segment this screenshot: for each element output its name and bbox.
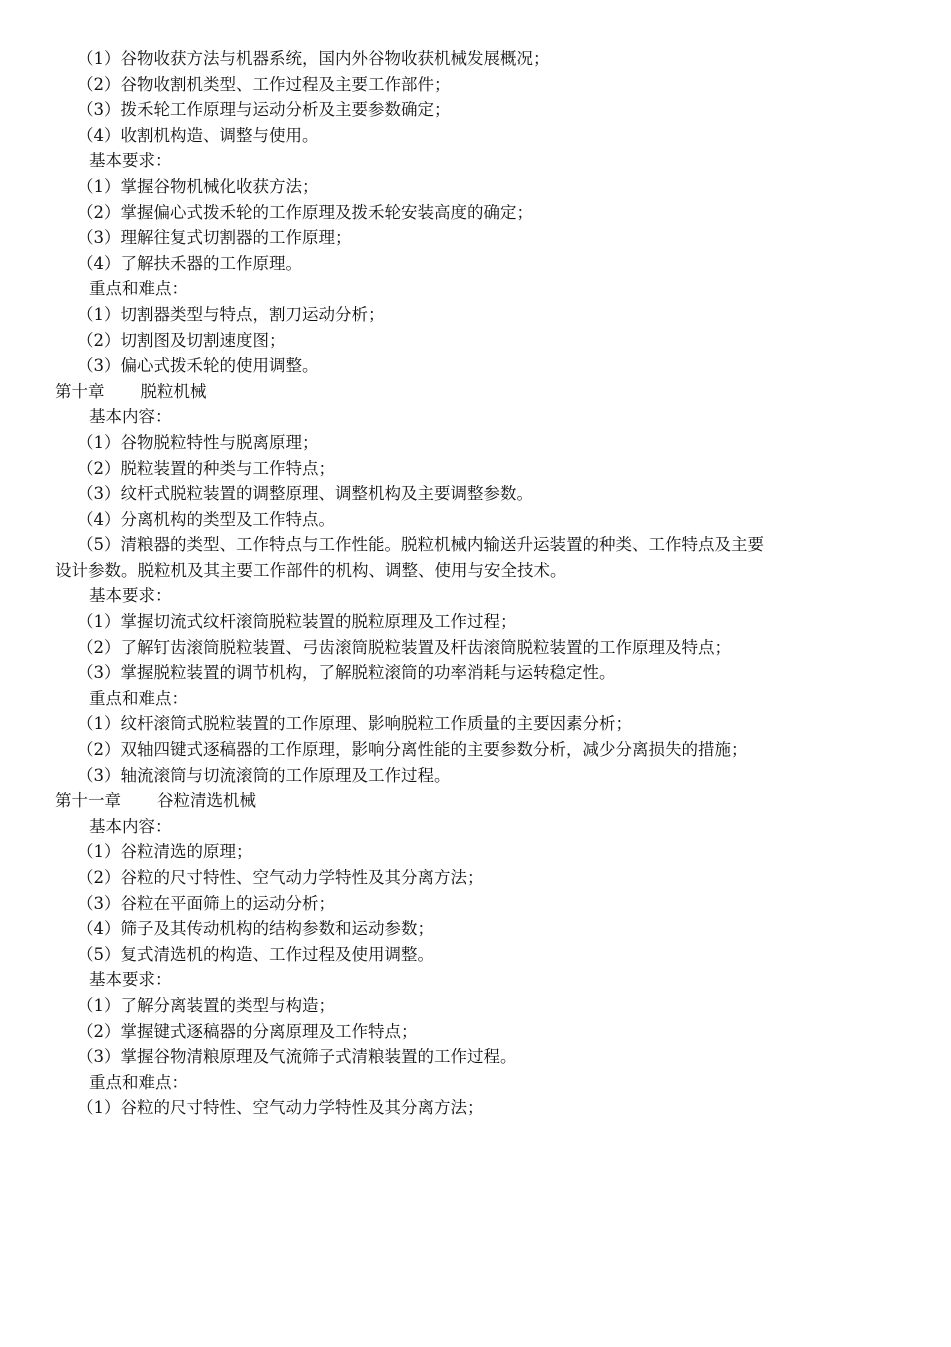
list-item: （1）掌握谷物机械化收获方法； [77, 176, 319, 196]
list-item: （4）收割机构造、调整与使用。 [77, 125, 319, 145]
list-item: （5）复式清选机的构造、工作过程及使用调整。 [77, 944, 434, 964]
list-item: （2）谷物收割机类型、工作过程及主要工作部件； [77, 74, 451, 94]
list-item: （4）筛子及其传动机构的结构参数和运动参数； [77, 919, 434, 939]
subsection-heading: 基本要求： [89, 586, 172, 606]
chapter-heading [55, 788, 911, 814]
list-item: （1）切割器类型与特点，割刀运动分析； [77, 304, 385, 324]
list-item: （1）了解分离装置的类型与构造； [77, 995, 335, 1015]
subsection-heading: 重点和难点： [89, 279, 188, 299]
list-item: （2）掌握偏心式拨禾轮的工作原理及拨禾轮安装高度的确定； [77, 202, 533, 222]
list-item-line-continued: 设计参数。脱粒机及其主要工作部件的机构、调整、使用与安全技术。 [55, 560, 567, 580]
list-item: （3）掌握脱粒装置的调节机构，了解脱粒滚筒的功率消耗与运转稳定性。 [77, 663, 616, 683]
list-item: （1）谷粒清选的原理； [77, 842, 253, 862]
subsection-heading: 基本要求： [89, 970, 172, 990]
list-item: （3）谷粒在平面筛上的运动分析； [77, 893, 335, 913]
list-item-wrapped [55, 532, 911, 583]
list-item: （1）掌握切流式纹杆滚筒脱粒装置的脱粒原理及工作过程； [77, 612, 517, 632]
list-item: （3）纹杆式脱粒装置的调整原理、调整机构及主要调整参数。 [77, 484, 533, 504]
list-item: （1）谷粒的尺寸特性、空气动力学特性及其分离方法； [77, 1098, 484, 1118]
subsection-heading: 基本内容： [89, 407, 172, 427]
chapter-title: 谷粒清选机械 [157, 791, 256, 811]
list-item: （3）轴流滚筒与切流滚筒的工作原理及工作过程。 [77, 765, 451, 785]
chapter-title: 脱粒机械 [140, 381, 207, 401]
list-item: （3）理解往复式切割器的工作原理； [77, 228, 352, 248]
subsection-heading: 重点和难点： [89, 688, 188, 708]
subsection-heading: 基本要求： [89, 151, 172, 171]
list-item: （2）切割图及切割速度图； [77, 330, 286, 350]
subsection-heading: 基本内容： [89, 816, 172, 836]
list-item: （4）分离机构的类型及工作特点。 [77, 509, 335, 529]
list-item: （2）谷粒的尺寸特性、空气动力学特性及其分离方法； [77, 868, 484, 887]
list-item: （3）拨禾轮工作原理与运动分析及主要参数确定； [77, 100, 451, 120]
list-item: （2）掌握键式逐稿器的分离原理及工作特点； [77, 1021, 418, 1041]
list-item: （3）偏心式拨禾轮的使用调整。 [77, 356, 319, 376]
chapter-number: 第十一章 [55, 791, 121, 811]
chapter-heading [55, 379, 911, 405]
list-item: （2）了解钉齿滚筒脱粒装置、弓齿滚筒脱粒装置及杆齿滚筒脱粒装置的工作原理及特点； [77, 637, 731, 657]
subsection-heading: 重点和难点： [89, 1072, 188, 1092]
chapter-number: 第十章 [55, 381, 105, 401]
list-item: （1）纹杆滚筒式脱粒装置的工作原理、影响脱粒工作质量的主要因素分析； [77, 714, 632, 734]
list-item: （1）谷物脱粒特性与脱离原理； [77, 432, 319, 452]
list-item: （2）脱粒装置的种类与工作特点； [77, 458, 335, 478]
list-item: （3）掌握谷物清粮原理及气流筛子式清粮装置的工作过程。 [77, 1047, 517, 1067]
list-item: （4）了解扶禾器的工作原理。 [77, 253, 302, 273]
list-item-line: （5）清粮器的类型、工作特点与工作性能。脱粒机械内输送升运装置的种类、工作特点及主要 [77, 535, 764, 555]
list-item: （1）谷物收获方法与机器系统，国内外谷物收获机械发展概况； [77, 49, 550, 68]
list-item: （2）双轴四键式逐稿器的工作原理，影响分离性能的主要参数分析，减少分离损失的措施； [77, 740, 748, 760]
